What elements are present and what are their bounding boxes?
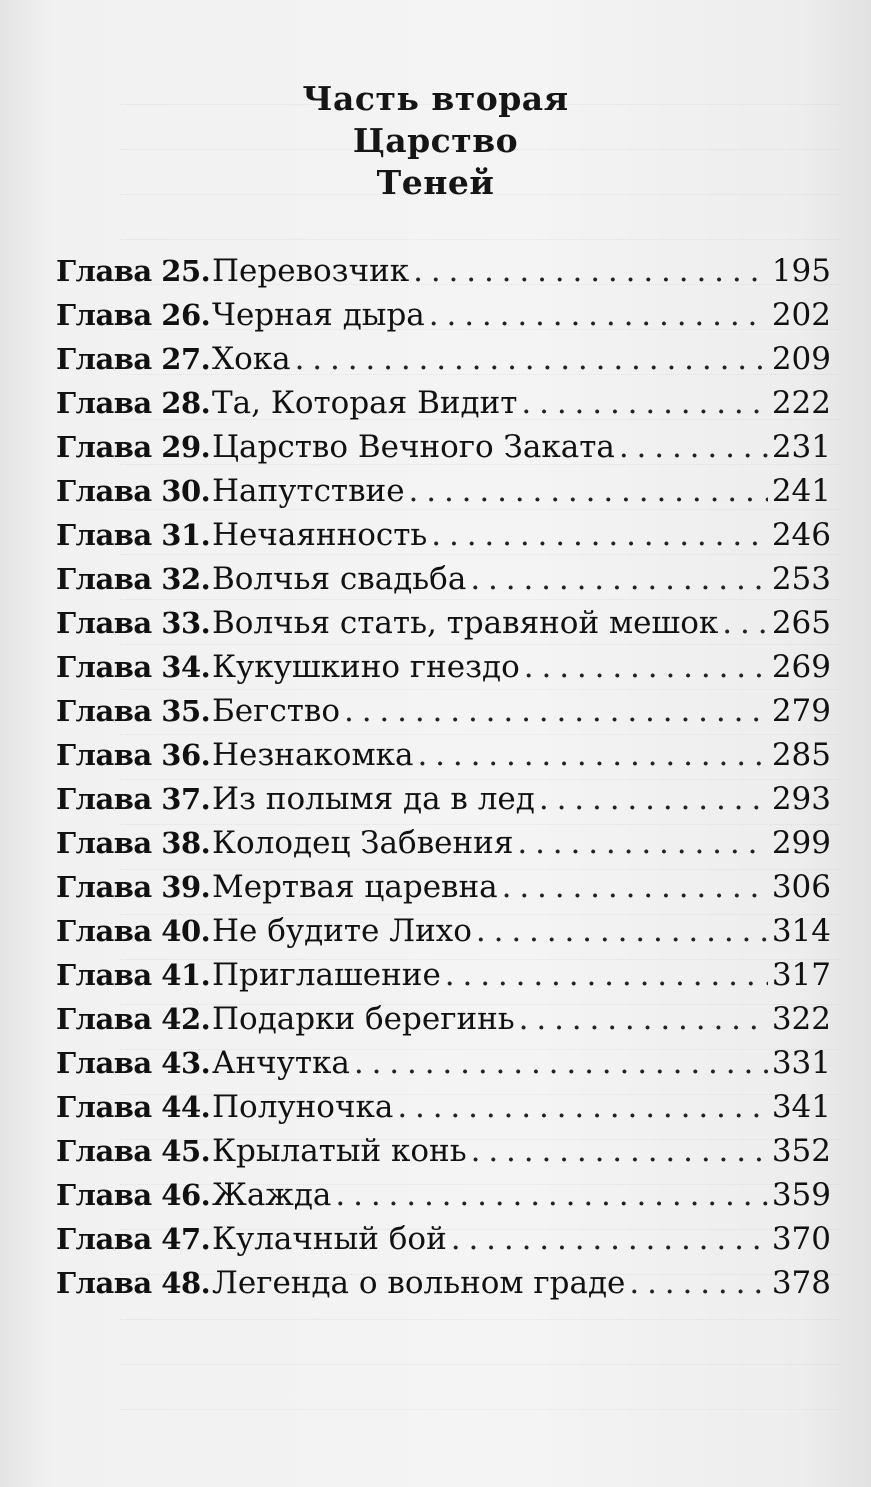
chapter-title: Колодец Забвения: [212, 825, 514, 861]
toc-entry[interactable]: [56, 649, 831, 693]
chapter-title: Не будите Лихо: [212, 913, 472, 949]
chapter-number: Глава 40.: [56, 914, 211, 948]
chapter-title: Жажда: [212, 1177, 332, 1213]
dot-leader: [619, 429, 768, 465]
chapter-title: Напутствие: [212, 473, 405, 509]
chapter-title: Царство Вечного Заката: [212, 429, 615, 465]
chapter-number: Глава 43.: [56, 1046, 211, 1080]
page-number: 209: [771, 341, 831, 377]
chapter-number: Глава 46.: [56, 1178, 211, 1212]
toc-entry[interactable]: [56, 1133, 831, 1177]
page-number: 269: [771, 649, 831, 685]
chapter-number: Глава 48.: [56, 1266, 211, 1300]
toc-entry[interactable]: [56, 385, 831, 429]
page-number: 378: [771, 1265, 831, 1301]
chapter-title: Кулачный бой: [212, 1221, 447, 1257]
chapter-number: Глава 29.: [56, 430, 211, 464]
chapter-number: Глава 27.: [56, 342, 211, 376]
chapter-number: Глава 28.: [56, 386, 211, 420]
page-number: 279: [771, 693, 831, 729]
chapter-number: Глава 31.: [56, 518, 211, 552]
dot-leader: [354, 1045, 768, 1081]
toc-entry[interactable]: [56, 869, 831, 913]
dot-leader: [470, 561, 768, 597]
page-number: 222: [771, 385, 831, 421]
chapter-number: Глава 30.: [56, 474, 211, 508]
toc-entry[interactable]: [56, 693, 831, 737]
chapter-title: Из полымя да в лед: [212, 781, 535, 817]
dot-leader: [431, 517, 768, 553]
page-number: 352: [771, 1133, 831, 1169]
dot-leader: [521, 385, 767, 421]
part-title: Часть вторая: [302, 79, 569, 118]
toc-entry[interactable]: [56, 1265, 831, 1309]
dot-leader: [429, 297, 768, 333]
section-title-line-2: Теней: [376, 163, 495, 202]
dot-leader: [539, 781, 768, 817]
dot-leader: [502, 869, 768, 905]
chapter-number: Глава 33.: [56, 606, 211, 640]
section-title-line-1: Царство: [352, 121, 519, 160]
toc-entry[interactable]: [56, 957, 831, 1001]
chapter-number: Глава 42.: [56, 1002, 211, 1036]
chapter-title: Мертвая царевна: [212, 869, 498, 905]
page-number: 359: [771, 1177, 831, 1213]
dot-leader: [722, 605, 768, 641]
chapter-number: Глава 44.: [56, 1090, 211, 1124]
page-number: 246: [771, 517, 831, 553]
dot-leader: [445, 957, 768, 993]
chapter-number: Глава 34.: [56, 650, 211, 684]
table-of-contents: [56, 253, 831, 1309]
toc-entry[interactable]: [56, 1089, 831, 1133]
chapter-title: Бегство: [212, 693, 340, 729]
chapter-number: Глава 25.: [56, 254, 211, 288]
toc-entry[interactable]: [56, 1001, 831, 1045]
toc-entry[interactable]: [56, 1177, 831, 1221]
chapter-title: Черная дыра: [212, 297, 425, 333]
chapter-number: Глава 41.: [56, 958, 211, 992]
page-number: 331: [771, 1045, 831, 1081]
page-number: 293: [771, 781, 831, 817]
chapter-number: Глава 45.: [56, 1134, 211, 1168]
dot-leader: [413, 253, 768, 289]
page-number: 253: [771, 561, 831, 597]
page-number: 285: [771, 737, 831, 773]
page-number: 299: [771, 825, 831, 861]
toc-entry[interactable]: [56, 473, 831, 517]
toc-entry[interactable]: [56, 1221, 831, 1265]
dot-leader: [344, 693, 768, 729]
toc-entry[interactable]: [56, 781, 831, 825]
chapter-number: Глава 39.: [56, 870, 211, 904]
chapter-title: Полуночка: [212, 1089, 394, 1125]
page-number: 306: [771, 869, 831, 905]
dot-leader: [409, 473, 768, 509]
page-number: 231: [771, 429, 831, 465]
toc-entry[interactable]: [56, 429, 831, 473]
dot-leader: [629, 1265, 767, 1301]
toc-entry[interactable]: [56, 561, 831, 605]
dot-leader: [397, 1089, 768, 1125]
chapter-title: Крылатый конь: [212, 1133, 467, 1169]
chapter-number: Глава 32.: [56, 562, 211, 596]
toc-entry[interactable]: [56, 605, 831, 649]
chapter-title: Волчья свадьба: [212, 561, 467, 597]
chapter-title: Незнакомка: [212, 737, 414, 773]
chapter-number: Глава 38.: [56, 826, 211, 860]
toc-entry[interactable]: [56, 1045, 831, 1089]
chapter-number: Глава 37.: [56, 782, 211, 816]
page-number: 317: [771, 957, 831, 993]
page-number: 370: [771, 1221, 831, 1257]
page-number: 202: [771, 297, 831, 333]
chapter-title: Нечаянность: [212, 517, 428, 553]
dot-leader: [524, 649, 768, 685]
page-number: 265: [771, 605, 831, 641]
page-number: 322: [771, 1001, 831, 1037]
dot-leader: [471, 1133, 768, 1169]
dot-leader: [517, 825, 767, 861]
toc-entry[interactable]: [56, 341, 831, 385]
chapter-number: Глава 47.: [56, 1222, 211, 1256]
chapter-title: Та, Которая Видит: [212, 385, 518, 421]
dot-leader: [476, 913, 768, 949]
chapter-title: Волчья стать, травяной мешок: [212, 605, 719, 641]
chapter-title: Хока: [212, 341, 291, 377]
dot-leader: [451, 1221, 768, 1257]
chapter-number: Глава 35.: [56, 694, 211, 728]
chapter-number: Глава 26.: [56, 298, 211, 332]
chapter-title: Подарки берегинь: [212, 1001, 515, 1037]
toc-entry[interactable]: [56, 913, 831, 957]
page-number: 195: [771, 253, 831, 289]
chapter-number: Глава 36.: [56, 738, 211, 772]
dot-leader: [417, 737, 767, 773]
dot-leader: [335, 1177, 767, 1213]
page-number: 341: [771, 1089, 831, 1125]
toc-entry[interactable]: [56, 253, 831, 297]
chapter-title: Анчутка: [212, 1045, 350, 1081]
page-number: 314: [771, 913, 831, 949]
toc-entry[interactable]: [56, 517, 831, 561]
toc-entry[interactable]: [56, 825, 831, 869]
toc-entry[interactable]: [56, 297, 831, 341]
dot-leader: [519, 1001, 768, 1037]
chapter-title: Перевозчик: [212, 253, 410, 289]
dot-leader: [295, 341, 768, 377]
chapter-title: Легенда о вольном граде: [212, 1265, 626, 1301]
chapter-title: Приглашение: [212, 957, 441, 993]
toc-entry[interactable]: [56, 737, 831, 781]
chapter-title: Кукушкино гнездо: [212, 649, 520, 685]
page-number: 241: [771, 473, 831, 509]
section-heading: [0, 78, 871, 204]
